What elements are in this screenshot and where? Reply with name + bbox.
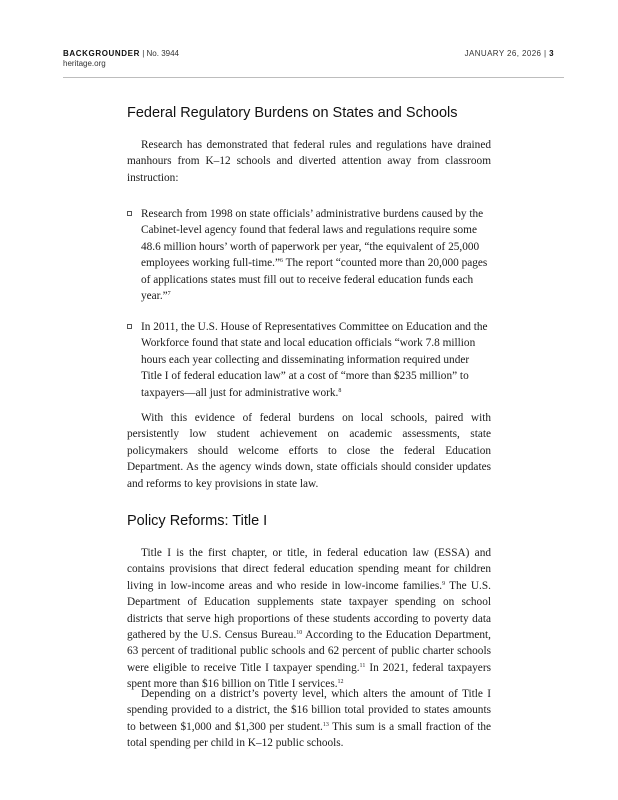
bullet-square-icon (127, 211, 132, 216)
footnote-ref: 7 (167, 291, 171, 298)
page-number: 3 (549, 49, 554, 58)
running-header-left (63, 49, 179, 69)
intro-text: Research has demonstrated that federal rules and regulations have drained manhours from K–12 schools and diverted attention away from classroom instruction: (127, 139, 491, 184)
issue-number: No. 3944 (146, 49, 179, 58)
bullet-item-1998-research (127, 206, 491, 304)
footnote-ref: 10 (296, 630, 303, 637)
section-heading-regulatory-burdens: Federal Regulatory Burdens on States and Schools (127, 105, 458, 121)
footnote-ref: 12 (337, 679, 344, 686)
paragraph-text: Depending on a district’s poverty level, which alters the amount of Title I spending provided to a district, the $16 billion total provided to states amounts to between $1,000 and $1,300 per student.$^{13}$ This sum is a small fraction of the total spending per child in K–12 public schools. (127, 688, 491, 750)
header-rule (63, 77, 564, 78)
footnote-ref: 6 (279, 258, 283, 265)
site-url: heritage.org (63, 59, 106, 68)
running-header-right (465, 49, 554, 59)
section-heading-title-i: Policy Reforms: Title I (127, 513, 268, 529)
paragraph-text: Title I is the first chapter, or title, in federal education law (ESSA) and contains provisions that direct federal education spending meant for children living in low-income areas and who reside in low-income families.$^9$ The U.S. Department of Education supplements state taxpayer spending on school districts that serve high proportions of these students according to poverty data gathered by the U.S. Census Bureau.$^{10}$ According to the Education Department, 63 percent of traditional public schools and 62 percent of public charter schools were eligible to receive Title I taxpayer spending.$^{11}$ In 2021, federal taxpayers spent more than $16 billion on Title I services.$^{12}$ (127, 547, 491, 691)
header-separator-right: | (544, 49, 547, 58)
closing-paragraph (127, 410, 491, 492)
series-name: BACKGROUNDER (63, 49, 140, 58)
footnote-ref: 9 (442, 580, 446, 587)
header-separator: | (142, 49, 145, 58)
title-i-paragraph-2 (127, 686, 491, 752)
footnote-ref: 13 (322, 721, 329, 728)
bullet-square-icon (127, 324, 132, 329)
footnote-ref: 11 (359, 662, 366, 669)
bullet-item-2011-house-committee (127, 319, 491, 401)
publication-date: JANUARY 26, 2026 (464, 49, 542, 58)
bullet-text: Research from 1998 on state officials’ administrative burdens caused by the Cabinet-level agency found that federal laws and regulations require some 48.6 million hours’ worth of paperwork per year, “the equivalent of 25,000 employees working full-time.”$^6$ The report “counted more than 20,000 pages of applications states must fill out to receive federal education funds each year.”$^7$ (141, 208, 488, 303)
bullet-text: In 2011, the U.S. House of Representatives Committee on Education and the Workforce found that state and local education officials “work 7.8 million hours each year collecting and disseminating information required under Title I of federal education law” at a cost of “more than $235 million” to taxpayers—all just for administrative work.$^8$ (141, 321, 488, 399)
intro-paragraph (127, 137, 491, 186)
title-i-paragraph-1 (127, 545, 491, 693)
footnote-ref: 8 (338, 387, 342, 394)
closing-text: With this evidence of federal burdens on local schools, paired with persistently low student achievement on academic assessments, state policymakers should welcome efforts to close the federal Education Department. As the agency winds down, state officials should consider updates and reforms to key provisions in state law. (127, 412, 491, 490)
